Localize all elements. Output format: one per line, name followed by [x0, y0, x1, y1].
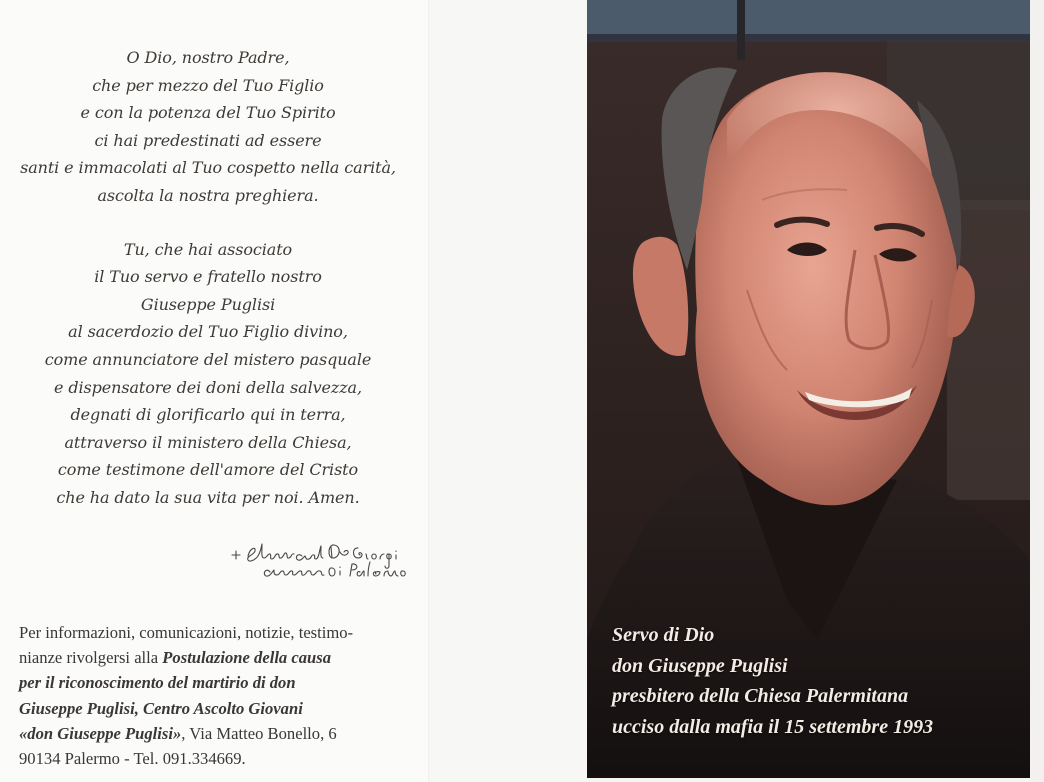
info-text: nianze rivolgersi alla — [19, 648, 163, 668]
caption-line: ucciso dalla mafia il 15 settembre 1993 — [612, 715, 934, 738]
prayer-line: ci hai predestinati ad essere — [94, 130, 322, 150]
prayer-line: santi e immacolati al Tuo cospetto nella carità, — [20, 158, 396, 178]
prayer-line: come testimone dell'amore del Cristo — [57, 460, 359, 480]
handwritten-signature — [228, 534, 408, 580]
prayer-line: e dispensatore dei doni della salvezza, — [54, 377, 362, 397]
prayer-line: il Tuo servo e fratello nostro — [94, 267, 322, 287]
prayer-line: O Dio, nostro Padre, — [126, 48, 290, 67]
info-line: 90134 Palermo - Tel. 091.334669. — [19, 749, 246, 769]
prayer-text — [8, 44, 408, 512]
photo-caption — [612, 620, 1022, 742]
info-bold-text: Postulazione della causa — [162, 648, 332, 668]
info-bold-text: Giuseppe Puglisi, Centro Ascolto Giovani — [19, 698, 303, 718]
prayer-line: Tu, che hai associato — [123, 239, 293, 259]
info-line: Per informazioni, comunicazioni, notizie, testimo- — [19, 623, 354, 642]
blank-panel — [430, 0, 587, 782]
info-line — [19, 696, 409, 721]
stanza-break — [8, 210, 408, 236]
prayer-line: attraverso il ministero della Chiesa, — [64, 432, 352, 452]
info-line — [19, 721, 409, 746]
fold-line — [428, 0, 430, 782]
info-bold-text: «don Giuseppe Puglisi» — [19, 723, 182, 743]
prayer-line: al sacerdozio del Tuo Figlio divino, — [68, 322, 348, 342]
caption-line: don Giuseppe Puglisi — [612, 654, 788, 677]
info-text: , Via Matteo Bonello, 6 — [181, 723, 337, 743]
right-margin — [1030, 0, 1044, 782]
caption-line: Servo di Dio — [612, 624, 715, 646]
prayer-line: degnati di glorificarlo qui in terra, — [70, 405, 346, 425]
caption-line: presbitero della Chiesa Palermitana — [612, 685, 909, 707]
prayer-line: che ha dato la sua vita per noi. Amen. — [56, 487, 360, 507]
info-line — [19, 645, 409, 670]
prayer-line: e con la potenza del Tuo Spirito — [80, 103, 336, 123]
info-line — [19, 670, 409, 695]
prayer-line: come annunciatore del mistero pasquale — [44, 349, 372, 369]
prayer-line: ascolta la nostra preghiera. — [97, 185, 319, 205]
prayer-line: che per mezzo del Tuo Figlio — [92, 75, 324, 95]
contact-info — [19, 620, 409, 771]
info-bold-text: per il riconoscimento del martirio di don — [19, 673, 296, 693]
prayer-line: Giuseppe Puglisi — [140, 294, 276, 314]
